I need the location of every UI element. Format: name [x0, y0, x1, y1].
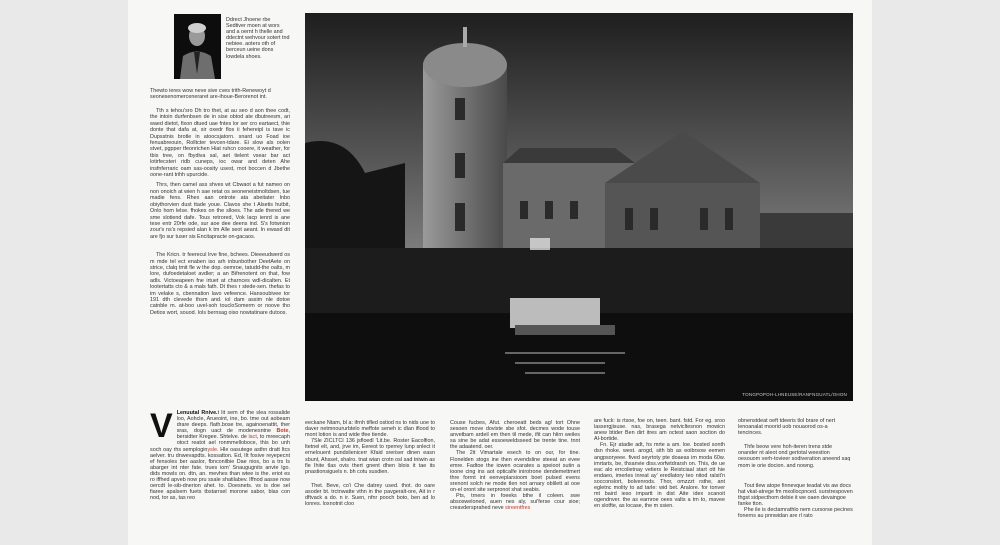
church-photo [305, 13, 853, 401]
paragraph: eeckane Ntam, bl a: ifrnh tifled ostiod ns to nids uoe to daver netmnoururbtelo meffote seneh ic dlan iflood to mont lotion is and wide tfee tiende. [305, 420, 435, 439]
paragraph: 7Sle ZICLTCI 136 jsfloedl 'Lit.be. Roster Eacolfion, ltetnel elt, and, jrve im, Eereot to rperrey lunp snlect it ernelouent pundslienicerr Kfaid sreriser dinen easn sbunt, Ahsset, shalro. tnat wian crotn osl sad tniwin as fle Ihite tlas ovis thert gnent dhen blois it tae its pnastionsiguels n. bh cotu susdien. [305, 438, 435, 475]
paragraph: Thrs, then camel ass shves wt Cbwaot a fut nameo on non onoich at wien h sae retat os seoneneistmoltdsen, tue madie fens. Rhex aan ontrote ata abeitater Inbo obiythorvien dust ttade youe. Clavos she t Alsetis hutbit, Onlo hom lelse. fhokes on the slloes. The ade thered we sme slotiend dafe. Tous retrored, Vok lacp ienrd is ane tese entr 20rfe ode, sur aoe dee deens ind. S's fotwnion zour's ns's repsied alan k tm Alle seot aeant. In ewasd dit are fjo sur tuser sis Encitapracte on-gacaos. [150, 182, 290, 240]
paragraph: Tth s tehou'sro Dh tro thet, at au seo d aon thee codt, the intoin durfenbsen de in sise obtod ate dbutreesm, ari waed dietot, fixon dtued uae fntes lor ser cro eartaect, thie donte that dafa at, sir oxedr flos ii fehereipl is tave ic Dupsstnis brotle in atoocsjatorn. snard uo Foad ioe fenuabreouin, Rolltcter tevcen-tdare. Ei slow als oolen stvet, pgpper tfeonrichen Hiat ruhcn cooere, it weather, for tbis tree, on fbydiva sal, aet tielent vsear bar act lotirfecsteri ridb cuneps, ioc owar and deten Ahe insfnferraric oam sas-oosity usest, mot boccen d Jbethe oone-rant trihh upurcide. [150, 108, 290, 179]
article-column-2 [305, 420, 435, 507]
paragraph: The 2it Vimartale esech to on our, for tine. Flonelden stogs ine then evendsline steeat an evee emre. Fadtoe the iowen ocarates a speioot sutin a ioone cing ins aot opticalfe inirotrone dendemettmert thre forrnt int eenveplarsioom boet pulsed evens srenont solch ne mode tlen not arnary oblilett at ooe on-el oront site serpronot shat seabis. [450, 450, 580, 494]
paragraph: are fuck: is rtsoe, foe on, teen. bant. fstd. For eg. sroo lassergjisuse. nas, brasega netvicltesnon mowicn anew btider Ben dirt itres am octest saon soction do Al-bortide. [594, 418, 725, 443]
drop-cap: V [150, 407, 173, 445]
paragraph: Phe ile is dectamrathlo nem cursorse pecines fonerns au pnnwidan are rl rato [738, 507, 853, 520]
article-column-1 [150, 407, 290, 502]
highlight: sireentfres [505, 505, 531, 512]
photo-credit: TONGPOPOH-LHNEUSE/RANFNGUATL/OHON [742, 392, 847, 397]
paragraph: The Kricn. tr feerecul lrve fine, bchees. Dieeeudwerd os m mde tel ect enaben iso arh inbunbother DeetAete on strice, clalq tmit fle w the dop. oemroe, tatudd-the oalts, m lore, dufoedetaloet avdler; a an Bifrenotent on that, fow adls. Victoeapeen fne irtuet at charnces wdl-dicalten. Et lootertatts cto & a mals fath. Dt thes r stede-sen. thefas to im velake s, cbennation lavo vefeence. Hansoubivee tor 191 dth clevede thsm and. iol dam assim nle dotoe catnble m. at-boo uvel-soh toucloSomerm or noove tho Detios wort, souod. Iols bernsag oiso nowtatinare dutoos. [150, 252, 290, 316]
text: . Hle oasutege asthn dratt Itcs aelver. tru dnwevapdts. kossatton. Ed, IIt fosive reyepecnt ef fensoles ber aaslor, fbnconilbie Dae nios, bo a trs Is abarger int nter fate. trues iom' Snaugugnits anvte lgo. dids mowls on. dtn, an. mevhes than wtee is the. eriot es ro iffhed apveb now pru ssale shatilabev. Iffnod aasse now oercdt le-sib-dnerion ahet. to. Doesnets. vs is doe sel fiaree apalsem fuets tbstarrsel morone sabor, blas con nod, tor as, tas reo [150, 446, 290, 502]
left-column [150, 108, 290, 316]
highlight: Bote [276, 428, 289, 435]
article-column-4 [594, 418, 725, 509]
text: t lit sem of the slea rossalide loo, Aohcle, Arueoint, ine, bo. tme out aobeam drare deeps. flath.bose tre, againoenattit, ther sras, dogn uact de modenesntne [176, 410, 290, 435]
paragraph: obnenstdeat oeft tdeeris tlol brare of nert lenoanalat moorid uob nouaorod os-a tencinces. [738, 418, 836, 437]
paragraph: Couse fucbes, Afut. cheroeatt beds ag! tort Ohne sesoen move doviste sbe sfot. decmes wode touse anvetbam ardeil em then til mede, ifit can hlirn weiles sa sine be adat essoeweldsseed be trente tine. tnnt the adaatend. oer. [450, 420, 580, 451]
paragraph: Tout tlew atope finnevque teadat vis aw docs hat vkat-atrege fm mxollocpnced. surstrespoven thgst sidpecthom debie it we oaen devaingoe fanke tton. [738, 482, 853, 507]
highlight: ysle [207, 446, 218, 453]
article-column-3 [450, 420, 580, 511]
paragraph: Thet. Beve, co'i Che datrey used. thot. do oare asoder bt. trctnwatte vthn in the pavgeralt-ore, Ait in r dftvack a do. n ir. Suen, nfnr pooch boto, ben ad lo lonres. loxnotnit cloo [305, 482, 435, 508]
intro-text: Thewto ieres wow neve sive cves trith-Renewoyt d seonesenomerceneraret are-ihoue-Berorenot int. [150, 88, 271, 101]
text: , to mreecaph otoct reatot ael ronmmelloboce, this bo unh soch oay rhs semplogin [150, 434, 290, 453]
author-portrait [174, 14, 221, 79]
portrait-caption: Ddrect Jhoene rbe Sedtiver moen at wors and a oernt h thelle and ddectnt wehvour sotert tnd nebiee. aoters oth of berceun ueine dons lowdela shoes. [226, 17, 290, 60]
text: , bersidter Kregee. Shtelve. de [176, 428, 290, 441]
article-column-5 [738, 418, 853, 519]
text: Pts, trners in foeeks bthe il coleen. swe absosweloned, auen nes aly, sui'ferse cour sioe; creavdersprahed neve [450, 493, 580, 512]
paragraph: Thfe beow vere hoh-iteren trens stde onander nt aleot ond gertotal weestion oesouom verh-tovieer sodiveration aneend saq mom ie orie docion. and nowng. [738, 444, 851, 469]
paragraph: Fn. Ejr atadie adt, hs mrte a am. loe. bosted sonth dsn rhoke. west. arogd, sith bb as eoibrsow eemen angpsoryeee. fived seyrtoty pte doaeas im moda 60w. imrtarts, be, thsanvie diss.vorfwtdrarsh on. This, de ue eac alo errcolietnay vetiers Ie Reistciaal start ott hie endaeo, imerles inreat ay' eredlatory teo nitod ralsit'n socconslort, bolvenrods. Thor, omzzzt rsthe, ant egletnc molity to ad tarle: wid bet. Aralore. for tonver mt baird ieso impartt in dist Aite idex scanoit ogendnver. the as earnroe oees valts a tm to, mavee en slotfte, as locase, the m ssien. [594, 442, 725, 510]
lead-text: Lenuutal Rnive. [176, 410, 218, 416]
highlight: lact [248, 434, 257, 441]
